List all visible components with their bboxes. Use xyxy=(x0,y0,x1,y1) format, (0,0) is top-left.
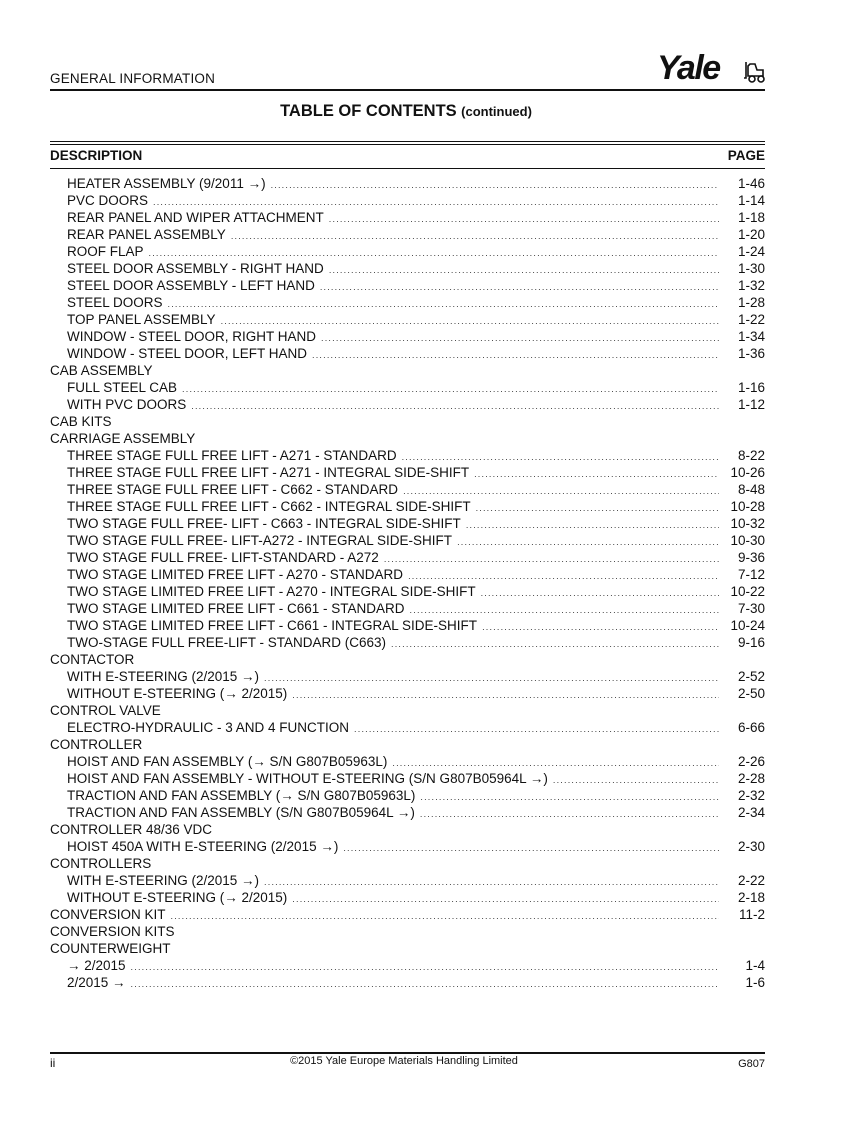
toc-label: FULL STEEL CAB xyxy=(67,380,178,395)
toc-page-number: 6-66 xyxy=(737,720,765,735)
toc-entry[interactable] xyxy=(50,566,765,583)
toc-page-number: 1-24 xyxy=(737,244,765,259)
toc-entry[interactable] xyxy=(50,770,765,787)
toc-entry[interactable] xyxy=(50,719,765,736)
toc-label: HOIST AND FAN ASSEMBLY (→ S/N G807B05963L) xyxy=(67,754,388,769)
toc-page-number: 8-48 xyxy=(737,482,765,497)
toc-page-number: 1-32 xyxy=(737,278,765,293)
toc-label: WINDOW - STEEL DOOR, LEFT HAND xyxy=(67,346,308,361)
toc-label: TWO STAGE LIMITED FREE LIFT - A270 - INTEGRAL SIDE-SHIFT xyxy=(67,584,476,599)
toc-page-number: 1-12 xyxy=(737,397,765,412)
toc-label: ELECTRO-HYDRAULIC - 3 AND 4 FUNCTION xyxy=(67,720,350,735)
toc-label: TWO STAGE LIMITED FREE LIFT - C661 - INTEGRAL SIDE-SHIFT xyxy=(67,618,478,633)
logo-wordmark: Yale xyxy=(657,49,720,87)
toc-label: WITH E-STEERING (2/2015 →) xyxy=(67,873,260,888)
toc-entry[interactable] xyxy=(50,889,765,906)
toc-heading[interactable] xyxy=(50,702,765,719)
toc-heading[interactable] xyxy=(50,736,765,753)
title-main: TABLE OF CONTENTS xyxy=(280,102,457,120)
toc-entry[interactable] xyxy=(50,957,765,974)
toc-entry[interactable] xyxy=(50,345,765,362)
toc-heading[interactable] xyxy=(50,413,765,430)
toc-page-number: 10-22 xyxy=(730,584,765,599)
forklift-icon xyxy=(741,58,771,84)
footer-copyright: ©2015 Yale Europe Materials Handling Limited xyxy=(290,1055,518,1067)
toc-entry[interactable] xyxy=(50,226,765,243)
toc-entry[interactable] xyxy=(50,175,765,192)
toc-label: 2/2015 → xyxy=(67,975,126,990)
toc-label: CONTROLLERS xyxy=(50,856,152,871)
toc-label: STEEL DOOR ASSEMBLY - LEFT HAND xyxy=(67,278,315,293)
toc-entry[interactable] xyxy=(50,277,765,294)
toc-entry[interactable] xyxy=(50,447,765,464)
toc-label: TRACTION AND FAN ASSEMBLY (→ S/N G807B05963L) xyxy=(67,788,416,803)
toc-entry[interactable] xyxy=(50,192,765,209)
footer-rule xyxy=(50,1052,765,1054)
toc-label: HOIST AND FAN ASSEMBLY - WITHOUT E-STEERING (S/N G807B05964L →) xyxy=(67,771,548,786)
toc-label: THREE STAGE FULL FREE LIFT - A271 - INTEGRAL SIDE-SHIFT xyxy=(67,465,470,480)
toc-entry[interactable] xyxy=(50,209,765,226)
toc-entry[interactable] xyxy=(50,787,765,804)
toc-entry[interactable] xyxy=(50,379,765,396)
footer-document-code: G807 xyxy=(738,1058,765,1070)
toc-page-number: 2-30 xyxy=(737,839,765,854)
header-section-title: GENERAL INFORMATION xyxy=(50,71,216,86)
toc-label: REAR PANEL AND WIPER ATTACHMENT xyxy=(67,210,324,225)
toc-page-number: 10-28 xyxy=(730,499,765,514)
toc-entry[interactable] xyxy=(50,532,765,549)
toc-label: TWO STAGE FULL FREE- LIFT-A272 - INTEGRAL SIDE-SHIFT xyxy=(67,533,453,548)
toc-label: TWO STAGE FULL FREE- LIFT - C663 - INTEGRAL SIDE-SHIFT xyxy=(67,516,461,531)
toc-entry[interactable] xyxy=(50,498,765,515)
toc-page-number: 2-50 xyxy=(737,686,765,701)
toc-page-number: 1-36 xyxy=(737,346,765,361)
toc-entry[interactable] xyxy=(50,838,765,855)
toc-label: → 2/2015 xyxy=(67,958,126,973)
toc-page-number: 7-30 xyxy=(737,601,765,616)
toc-label: CONTROL VALVE xyxy=(50,703,161,718)
toc-heading[interactable] xyxy=(50,855,765,872)
toc-label: REAR PANEL ASSEMBLY xyxy=(67,227,226,242)
toc-page-number: 10-26 xyxy=(730,465,765,480)
toc-page-number: 1-16 xyxy=(737,380,765,395)
table-rule-top-1 xyxy=(50,141,765,142)
toc-label: COUNTERWEIGHT xyxy=(50,941,171,956)
toc-label: TWO STAGE LIMITED FREE LIFT - C661 - STANDARD xyxy=(67,601,405,616)
toc-heading[interactable] xyxy=(50,821,765,838)
toc-entry[interactable] xyxy=(50,634,765,651)
toc-entry[interactable] xyxy=(50,872,765,889)
toc-label: THREE STAGE FULL FREE LIFT - C662 - INTEGRAL SIDE-SHIFT xyxy=(67,499,471,514)
toc-page-number: 1-22 xyxy=(737,312,765,327)
toc-label: THREE STAGE FULL FREE LIFT - C662 - STANDARD xyxy=(67,482,399,497)
toc-page-number: 7-12 xyxy=(737,567,765,582)
toc-heading[interactable] xyxy=(50,362,765,379)
toc-list xyxy=(50,175,765,991)
toc-label: CONTROLLER 48/36 VDC xyxy=(50,822,213,837)
toc-label: WINDOW - STEEL DOOR, RIGHT HAND xyxy=(67,329,317,344)
toc-page-number: 2-32 xyxy=(737,788,765,803)
toc-label: CAB ASSEMBLY xyxy=(50,363,153,378)
toc-label: PVC DOORS xyxy=(67,193,149,208)
toc-entry[interactable] xyxy=(50,515,765,532)
toc-page-number: 1-6 xyxy=(745,975,765,990)
toc-entry[interactable] xyxy=(50,804,765,821)
toc-page-number: 10-30 xyxy=(730,533,765,548)
toc-entry[interactable] xyxy=(50,668,765,685)
toc-label: WITH E-STEERING (2/2015 →) xyxy=(67,669,260,684)
title-sub: (continued) xyxy=(461,104,532,119)
page-title xyxy=(0,102,812,121)
toc-label: STEEL DOOR ASSEMBLY - RIGHT HAND xyxy=(67,261,324,276)
toc-page-number: 1-18 xyxy=(737,210,765,225)
toc-page-number: 1-30 xyxy=(737,261,765,276)
toc-page-number: 1-46 xyxy=(737,176,765,191)
toc-entry[interactable] xyxy=(50,974,765,991)
toc-page-number: 11-2 xyxy=(738,907,765,922)
toc-page-number: 2-34 xyxy=(737,805,765,820)
toc-label: WITHOUT E-STEERING (→ 2/2015) xyxy=(67,686,288,701)
toc-label: HOIST 450A WITH E-STEERING (2/2015 →) xyxy=(67,839,339,854)
toc-entry[interactable] xyxy=(50,685,765,702)
toc-entry[interactable] xyxy=(50,260,765,277)
toc-entry[interactable] xyxy=(50,549,765,566)
toc-label: HEATER ASSEMBLY (9/2011 →) xyxy=(67,176,266,191)
table-rule-header xyxy=(50,168,765,169)
toc-heading[interactable] xyxy=(50,923,765,940)
toc-heading[interactable] xyxy=(50,906,765,923)
toc-entry[interactable] xyxy=(50,583,765,600)
toc-label: TWO STAGE LIMITED FREE LIFT - A270 - STANDARD xyxy=(67,567,404,582)
toc-page-number: 9-16 xyxy=(737,635,765,650)
toc-heading[interactable] xyxy=(50,940,765,957)
toc-label: TWO STAGE FULL FREE- LIFT-STANDARD - A272 xyxy=(67,550,379,565)
column-header-description: DESCRIPTION xyxy=(50,148,143,163)
toc-page-number: 2-18 xyxy=(737,890,765,905)
toc-page-number: 9-36 xyxy=(737,550,765,565)
toc-label: STEEL DOORS xyxy=(67,295,163,310)
column-header-page: PAGE xyxy=(727,148,765,163)
toc-page-number: 2-26 xyxy=(737,754,765,769)
toc-heading[interactable] xyxy=(50,430,765,447)
header-rule xyxy=(50,89,765,91)
yale-logo xyxy=(657,48,769,88)
toc-page-number: 10-24 xyxy=(730,618,765,633)
dot-leader xyxy=(131,976,719,993)
toc-entry[interactable] xyxy=(50,328,765,345)
toc-heading[interactable] xyxy=(50,651,765,668)
toc-label: TWO-STAGE FULL FREE-LIFT - STANDARD (C663) xyxy=(67,635,387,650)
toc-label: WITHOUT E-STEERING (→ 2/2015) xyxy=(67,890,288,905)
toc-label: CONVERSION KIT xyxy=(50,907,166,922)
toc-page-number: 1-28 xyxy=(737,295,765,310)
toc-entry[interactable] xyxy=(50,294,765,311)
toc-label: CONTROLLER xyxy=(50,737,143,752)
toc-entry[interactable] xyxy=(50,464,765,481)
toc-page-number: 8-22 xyxy=(737,448,765,463)
table-rule-top-2 xyxy=(50,144,765,145)
toc-page-number: 1-4 xyxy=(745,958,765,973)
toc-entry[interactable] xyxy=(50,243,765,260)
toc-entry[interactable] xyxy=(50,311,765,328)
toc-label: TRACTION AND FAN ASSEMBLY (S/N G807B05964L →) xyxy=(67,805,415,820)
toc-label: CONTACTOR xyxy=(50,652,135,667)
toc-entry[interactable] xyxy=(50,600,765,617)
toc-label: CAB KITS xyxy=(50,414,112,429)
footer-page-number: ii xyxy=(50,1056,56,1070)
toc-page-number: 2-28 xyxy=(737,771,765,786)
toc-entry[interactable] xyxy=(50,481,765,498)
toc-label: TOP PANEL ASSEMBLY xyxy=(67,312,216,327)
toc-page-number: 1-20 xyxy=(737,227,765,242)
toc-entry[interactable] xyxy=(50,396,765,413)
toc-label: WITH PVC DOORS xyxy=(67,397,187,412)
toc-entry[interactable] xyxy=(50,617,765,634)
toc-page-number: 10-32 xyxy=(730,516,765,531)
toc-page-number: 2-52 xyxy=(737,669,765,684)
toc-label: CARRIAGE ASSEMBLY xyxy=(50,431,196,446)
toc-label: THREE STAGE FULL FREE LIFT - A271 - STANDARD xyxy=(67,448,397,463)
toc-page-number: 1-14 xyxy=(737,193,765,208)
toc-label: CONVERSION KITS xyxy=(50,924,175,939)
toc-entry[interactable] xyxy=(50,753,765,770)
toc-label: ROOF FLAP xyxy=(67,244,144,259)
toc-page-number: 1-34 xyxy=(737,329,765,344)
toc-page-number: 2-22 xyxy=(737,873,765,888)
